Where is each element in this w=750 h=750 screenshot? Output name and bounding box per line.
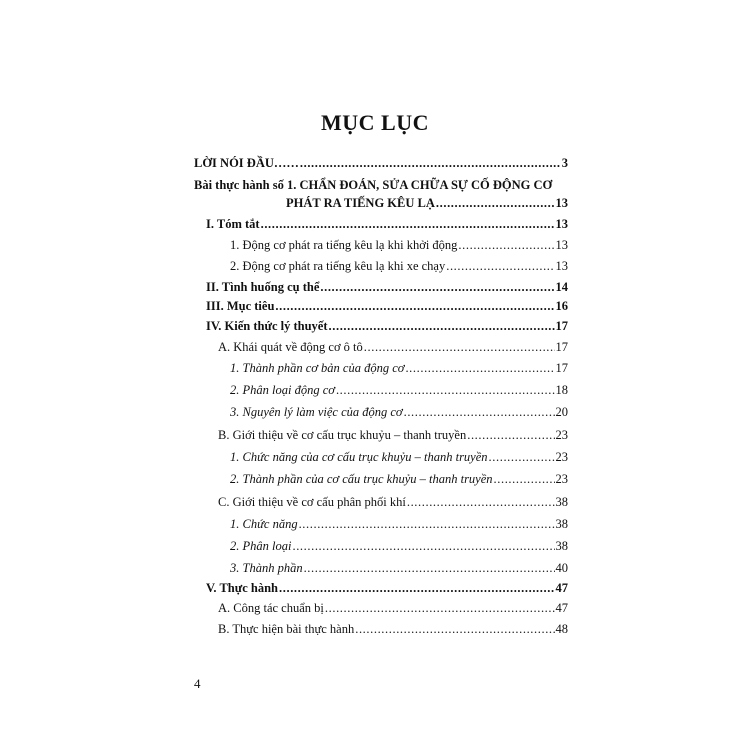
toc-entry-section-4b[interactable]	[218, 427, 568, 443]
dot-leader	[292, 538, 554, 554]
toc-entry-section-4c-1[interactable]	[230, 516, 568, 532]
toc-entry-label: 2. Thành phần của cơ cấu trục khuỷu – thanh truyền	[230, 472, 493, 486]
toc-entry-section-4c-2[interactable]	[230, 538, 568, 554]
toc-entry-page: 3	[561, 156, 568, 170]
toc-entry-section-4b-1[interactable]	[230, 449, 568, 465]
toc-entry-label: 1. Thành phần cơ bản của động cơ	[230, 361, 405, 375]
dot-leader	[467, 427, 554, 443]
toc-entry-section-5b[interactable]	[218, 621, 568, 637]
toc-entry-label: 2. Động cơ phát ra tiếng kêu lạ khi xe chạy	[230, 259, 446, 273]
toc-entry-lab1[interactable]	[286, 195, 568, 211]
toc-entry-lab1-title[interactable]: Bài thực hành số 1. CHẨN ĐOÁN, SỬA CHỮA SỰ CỐ ĐỘNG CƠ	[194, 178, 553, 192]
toc-entry-label: PHÁT RA TIẾNG KÊU LẠ	[286, 196, 435, 210]
toc-entry-page: 16	[555, 299, 568, 313]
toc-entry-section-1[interactable]	[206, 216, 568, 232]
dot-leader	[275, 298, 554, 314]
toc-entry-label: 1. Chức năng	[230, 517, 298, 531]
dot-leader	[355, 621, 554, 637]
toc-entry-section-4c[interactable]	[218, 494, 568, 510]
toc-entry-page: 23	[555, 450, 568, 464]
dot-leader	[325, 600, 555, 616]
toc-entry-section-4a[interactable]	[218, 339, 568, 355]
toc-entry-label: A. Công tác chuẩn bị	[218, 601, 324, 615]
toc-entry-label: 1. Chức năng của cơ cấu trục khuỷu – thanh truyền	[230, 450, 488, 464]
dot-leader	[320, 279, 554, 295]
toc-entry-section-1-2[interactable]	[230, 258, 568, 274]
dot-leader	[299, 516, 555, 532]
toc-entry-page: 13	[555, 196, 568, 210]
toc-entry-page: 40	[555, 561, 568, 575]
toc-entry-label: IV. Kiến thức lý thuyết	[206, 319, 328, 333]
toc-entry-section-5a[interactable]	[218, 600, 568, 616]
toc-entry-label: 3. Nguyên lý làm việc của động cơ	[230, 405, 403, 419]
dot-leader	[446, 258, 554, 274]
toc-entry-page: 17	[555, 340, 568, 354]
toc-entry-section-4c-3[interactable]	[230, 560, 568, 576]
dot-leader	[279, 580, 554, 596]
toc-entry-label: I. Tóm tắt	[206, 217, 260, 231]
dot-leader	[364, 339, 555, 355]
dot-leader	[404, 404, 555, 420]
toc-entry-page: 17	[555, 361, 568, 375]
dot-leader	[436, 195, 555, 211]
dot-leader	[336, 382, 555, 398]
page-title: MỤC LỤC	[321, 110, 429, 135]
toc-entry-label: III. Mục tiêu	[206, 299, 275, 313]
toc-entry-page: 47	[555, 601, 568, 615]
toc-entry-label: V. Thực hành	[206, 581, 279, 595]
toc-entry-label: 3. Thành phần	[230, 561, 303, 575]
toc-entry-label: II. Tình huống cụ thể	[206, 280, 320, 294]
dot-leader	[300, 155, 561, 171]
toc-entry-page: 48	[555, 622, 568, 636]
toc-entry-section-2[interactable]	[206, 279, 568, 295]
toc-entry-section-4b-2[interactable]	[230, 471, 568, 487]
toc-entry-section-1-1[interactable]	[230, 237, 568, 253]
toc-entry-page: 23	[555, 472, 568, 486]
toc-entry-section-3[interactable]	[206, 298, 568, 314]
toc-entry-page: 20	[555, 405, 568, 419]
toc-entry-label: LỜI NÓI ĐẦU……	[194, 156, 299, 170]
dot-leader	[405, 360, 554, 376]
toc-entry-section-4a-1[interactable]	[230, 360, 568, 376]
toc-entry-preface[interactable]	[194, 155, 568, 171]
dot-leader	[494, 471, 555, 487]
page-number: 4	[194, 676, 201, 691]
toc-entry-section-5[interactable]	[206, 580, 568, 596]
toc-entry-label: 1. Động cơ phát ra tiếng kêu lạ khi khởi động	[230, 238, 458, 252]
toc-entry-page: 23	[555, 428, 568, 442]
dot-leader	[458, 237, 554, 253]
toc-entry-page: 38	[555, 539, 568, 553]
toc-entry-page: 47	[555, 581, 568, 595]
toc-entry-section-4a-2[interactable]	[230, 382, 568, 398]
toc-entry-label: B. Giới thiệu về cơ cấu trục khuỷu – thanh truyền	[218, 428, 467, 442]
toc-entry-label: B. Thực hiện bài thực hành	[218, 622, 355, 636]
toc-entry-label: C. Giới thiệu về cơ cấu phân phối khí	[218, 495, 406, 509]
toc-entry-page: 14	[555, 280, 568, 294]
toc-entry-page: 13	[555, 238, 568, 252]
toc-entry-label: A. Khái quát về động cơ ô tô	[218, 340, 363, 354]
toc-entry-section-4a-3[interactable]	[230, 404, 568, 420]
toc-entry-page: 13	[555, 259, 568, 273]
dot-leader	[261, 216, 555, 232]
dot-leader	[407, 494, 555, 510]
toc-entry-label: 2. Phân loại động cơ	[230, 383, 335, 397]
dot-leader	[304, 560, 555, 576]
toc-entry-page: 18	[555, 383, 568, 397]
toc-entry-page: 13	[555, 217, 568, 231]
toc-entry-label: 2. Phân loại	[230, 539, 292, 553]
toc-entry-page: 38	[555, 495, 568, 509]
toc-entry-section-4[interactable]	[206, 318, 568, 334]
dot-leader	[329, 318, 555, 334]
toc-entry-page: 38	[555, 517, 568, 531]
toc-entry-page: 17	[555, 319, 568, 333]
dot-leader	[489, 449, 555, 465]
